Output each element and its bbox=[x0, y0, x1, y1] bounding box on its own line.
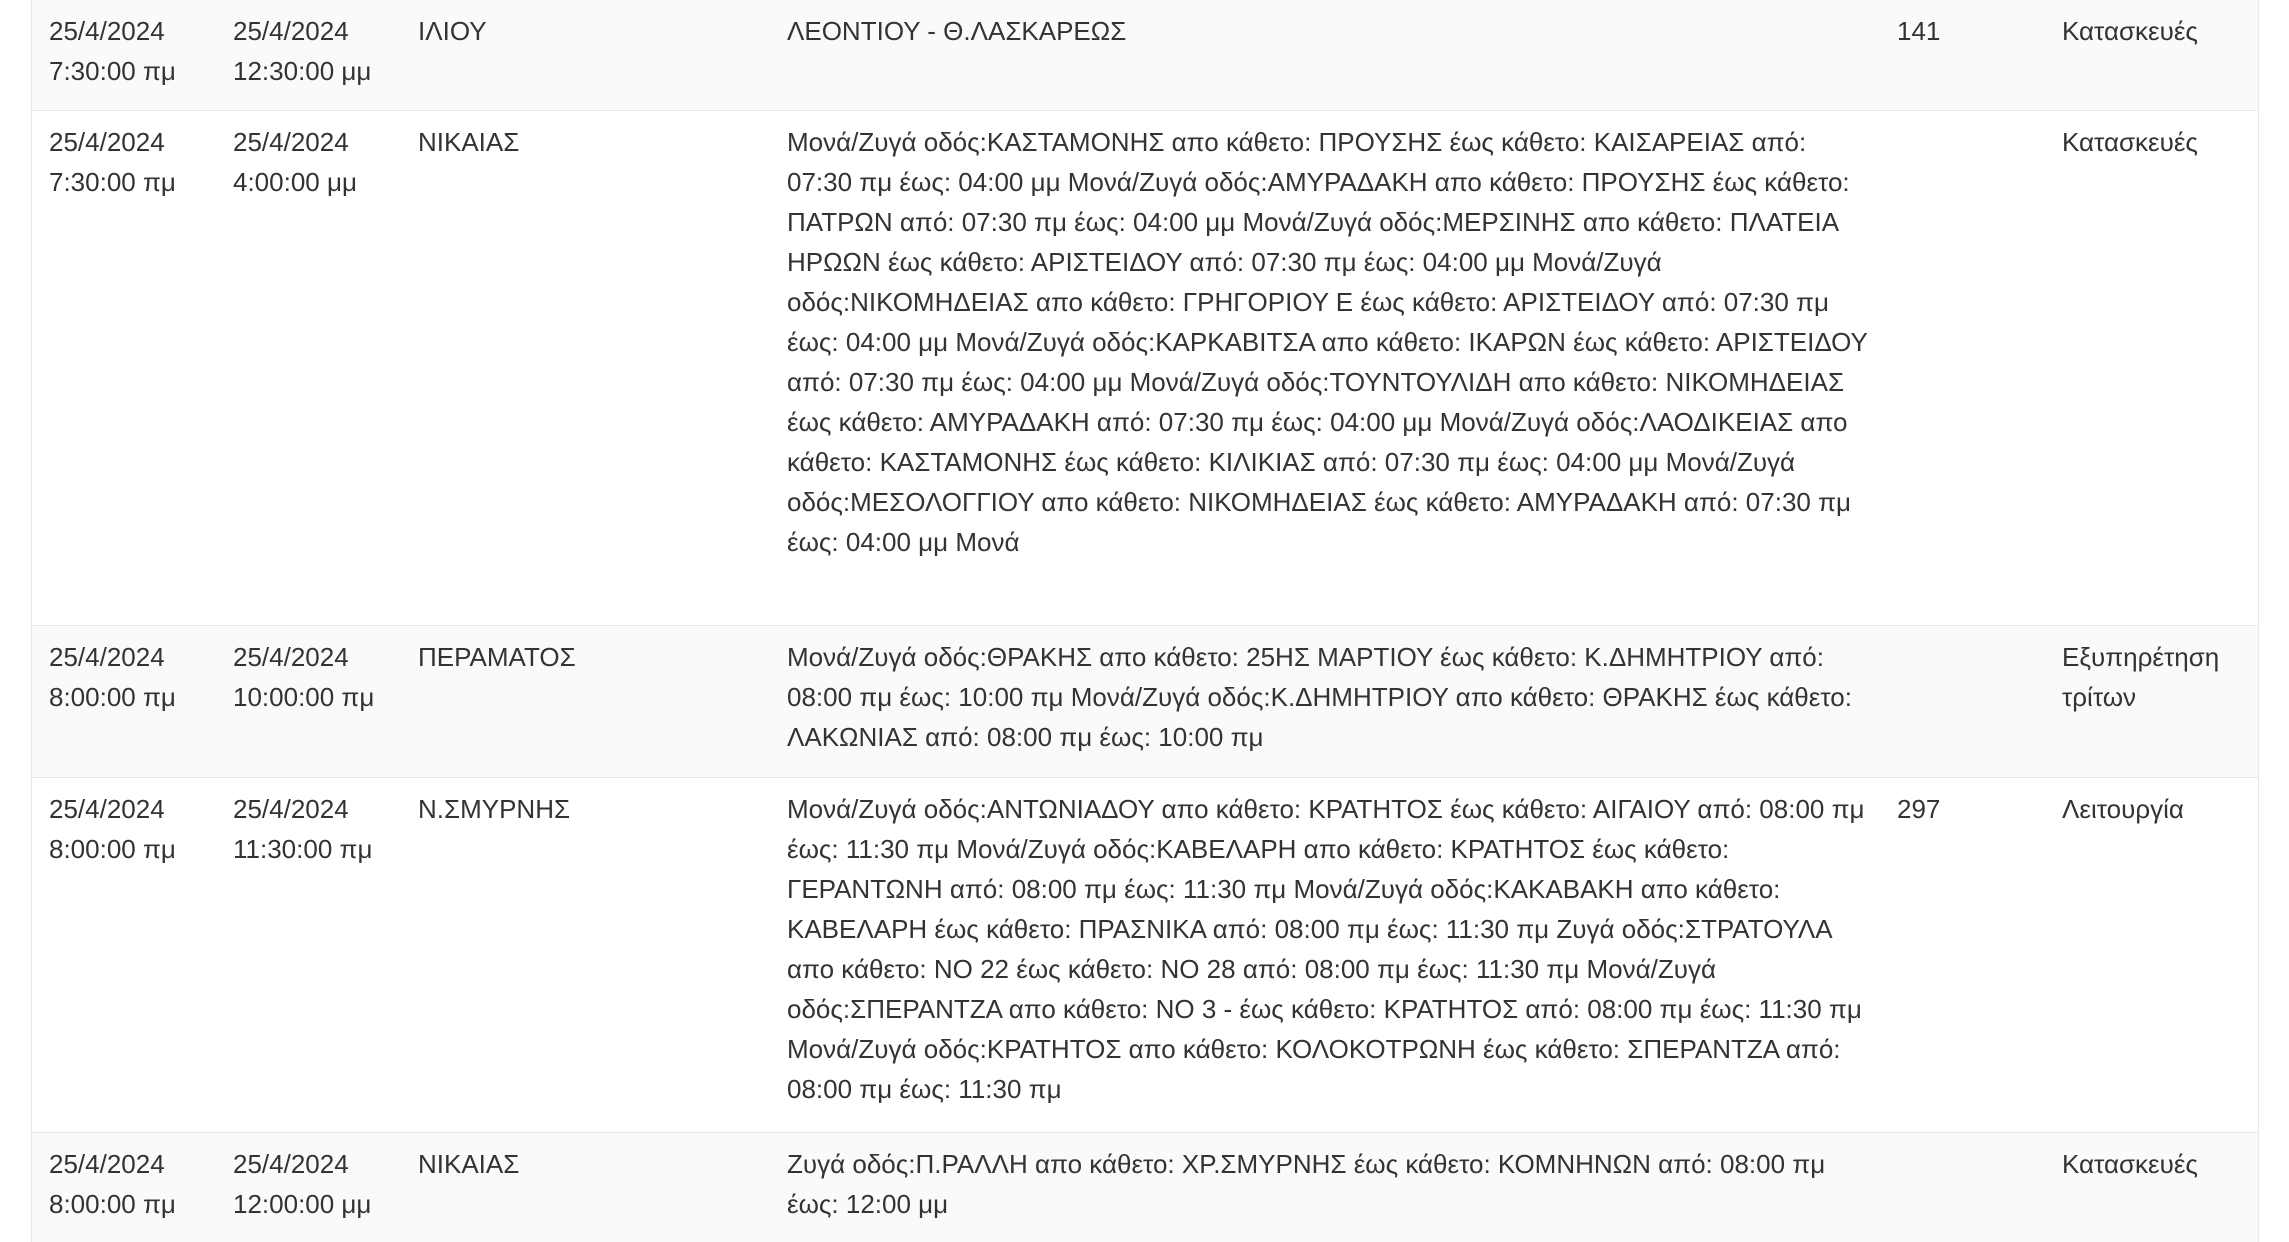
description-cell: Μονά/Ζυγά οδός:ΘΡΑΚΗΣ απο κάθετο: 25ΗΣ ΜΑΡΤΙΟΥ έως κάθετο: Κ.ΔΗΜΗΤΡΙΟΥ από: 08:00 πμ έως: 10:00 πμ Μονά/Ζυγά οδός:Κ.ΔΗΜΗΤΡΙΟΥ απο κάθετο: ΘΡΑΚΗΣ έως κάθετο: ΛΑΚΩΝΙΑΣ από: 08:00 πμ έως: 10:00 πμ bbox=[787, 642, 1852, 752]
description-cell: Ζυγά οδός:Π.ΡΑΛΛΗ απο κάθετο: ΧΡ.ΣΜΥΡΝΗΣ έως κάθετο: ΚΟΜΝΗΝΩΝ από: 08:00 πμ έως: 12:00 μμ bbox=[787, 1149, 1826, 1219]
description-cell: Μονά/Ζυγά οδός:ΑΝΤΩΝΙΑΔΟΥ απο κάθετο: ΚΡΑΤΗΤΟΣ έως κάθετο: ΑΙΓΑΙΟΥ από: 08:00 πμ έως: 11:30 πμ Μονά/Ζυγά οδός:ΚΑΒΕΛΑΡΗ απο κάθετο: ΚΡΑΤΗΤΟΣ έως κάθετο: ΓΕΡΑΝΤΩΝΗ από: 08:00 πμ έως: 11:30 πμ Μονά/Ζυγά οδός:ΚΑΚΑΒΑΚΗ απο κάθετο: ΚΑΒΕΛΑΡΗ έως κάθετο: ΠΡΑΣΝΙΚΑ από: 08:00 πμ έως: 11:30 πμ Ζυγά οδός:ΣΤΡΑΤΟΥΛΑ απο κάθετο: ΝΟ 22 έως κάθετο: ΝΟ 28 από: 08:00 πμ έως: 11:30 πμ Μονά/Ζυγά οδός:ΣΠΕΡΑΝΤΖΑ απο κάθετο: ΝΟ 3 - έως κάθετο: ΚΡΑΤΗΤΟΣ από: 08:00 πμ έως: 11:30 πμ Μονά/Ζυγά οδός:ΚΡΑΤΗΤΟΣ απο κάθετο: ΚΟΛΟΚΟΤΡΩΝΗ έως κάθετο: ΣΠΕΡΑΝΤΖΑ από: 08:00 πμ έως: 11:30 πμ bbox=[787, 794, 1865, 1104]
table-row bbox=[32, 626, 2258, 778]
number-cell bbox=[1877, 1133, 2062, 1155]
table-row bbox=[32, 1133, 2258, 1242]
end-time-cell: 25/4/2024 10:00:00 πμ bbox=[233, 642, 375, 712]
description-cell: ΛΕΟΝΤΙΟΥ - Θ.ΛΑΣΚΑΡΕΩΣ bbox=[787, 16, 1127, 46]
area-cell: Ν.ΣΜΥΡΝΗΣ bbox=[418, 794, 571, 824]
table-row bbox=[32, 111, 2258, 626]
category-cell: Κατασκευές bbox=[2062, 127, 2198, 157]
start-time-cell: 25/4/2024 8:00:00 πμ bbox=[49, 1149, 176, 1219]
start-time-cell: 25/4/2024 8:00:00 πμ bbox=[49, 794, 176, 864]
number-cell bbox=[1877, 111, 2062, 133]
category-cell: Κατασκευές bbox=[2062, 1149, 2198, 1179]
start-time-cell: 25/4/2024 7:30:00 πμ bbox=[49, 127, 176, 197]
description-cell: Μονά/Ζυγά οδός:ΚΑΣΤΑΜΟΝΗΣ απο κάθετο: ΠΡΟΥΣΗΣ έως κάθετο: ΚΑΙΣΑΡΕΙΑΣ από: 07:30 πμ έως: 04:00 μμ Μονά/Ζυγά οδός:ΑΜΥΡΑΔΑΚΗ απο κάθετο: ΠΡΟΥΣΗΣ έως κάθετο: ΠΑΤΡΩΝ από: 07:30 πμ έως: 04:00 μμ Μονά/Ζυγά οδός:ΜΕΡΣΙΝΗΣ απο κάθετο: ΠΛΑΤΕΙΑ ΗΡΩΩΝ έως κάθετο: ΑΡΙΣΤΕΙΔΟΥ από: 07:30 πμ έως: 04:00 μμ Μονά/Ζυγά οδός:ΝΙΚΟΜΗΔΕΙΑΣ απο κάθετο: ΓΡΗΓΟΡΙΟΥ Ε έως κάθετο: ΑΡΙΣΤΕΙΔΟΥ από: 07:30 πμ έως: 04:00 μμ Μονά/Ζυγά οδός:ΚΑΡΚΑΒΙΤΣΑ απο κάθετο: ΙΚΑΡΩΝ έως κάθετο: ΑΡΙΣΤΕΙΔΟΥ από: 07:30 πμ έως: 04:00 μμ Μονά/Ζυγά οδός:ΤΟΥΝΤΟΥΛΙΔΗ απο κάθετο: ΝΙΚΟΜΗΔΕΙΑΣ έως κάθετο: ΑΜΥΡΑΔΑΚΗ από: 07:30 πμ έως: 04:00 μμ Μονά/Ζυγά οδός:ΛΑΟΔΙΚΕΙΑΣ απο κάθετο: ΚΑΣΤΑΜΟΝΗΣ έως κάθετο: ΚΙΛΙΚΙΑΣ από: 07:30 πμ έως: 04:00 μμ Μονά/Ζυγά οδός:ΜΕΣΟΛΟΓΓΙΟΥ απο κάθετο: ΝΙΚΟΜΗΔΕΙΑΣ έως κάθετο: ΑΜΥΡΑΔΑΚΗ από: 07:30 πμ έως: 04:00 μμ Μονά bbox=[787, 127, 1868, 557]
category-cell: Λειτουργία bbox=[2062, 794, 2184, 824]
start-time-cell: 25/4/2024 7:30:00 πμ bbox=[49, 16, 176, 86]
number-cell: 297 bbox=[1897, 794, 1941, 824]
number-cell: 141 bbox=[1897, 16, 1941, 46]
end-time-cell: 25/4/2024 4:00:00 μμ bbox=[233, 127, 357, 197]
table-row bbox=[32, 0, 2258, 111]
category-cell: Εξυπηρέτηση τρίτων bbox=[2062, 642, 2220, 712]
start-time-cell: 25/4/2024 8:00:00 πμ bbox=[49, 642, 176, 712]
end-time-cell: 25/4/2024 11:30:00 πμ bbox=[233, 794, 373, 864]
category-cell: Κατασκευές bbox=[2062, 16, 2198, 46]
area-cell: ΝΙΚΑΙΑΣ bbox=[418, 127, 520, 157]
table-row bbox=[32, 778, 2258, 1133]
area-cell: ΝΙΚΑΙΑΣ bbox=[418, 1149, 520, 1179]
area-cell: ΠΕΡΑΜΑΤΟΣ bbox=[418, 642, 576, 672]
area-cell: ΙΛΙΟΥ bbox=[418, 16, 487, 46]
end-time-cell: 25/4/2024 12:30:00 μμ bbox=[233, 16, 372, 86]
outages-table bbox=[31, 0, 2259, 1242]
number-cell bbox=[1877, 626, 2062, 648]
end-time-cell: 25/4/2024 12:00:00 μμ bbox=[233, 1149, 372, 1219]
